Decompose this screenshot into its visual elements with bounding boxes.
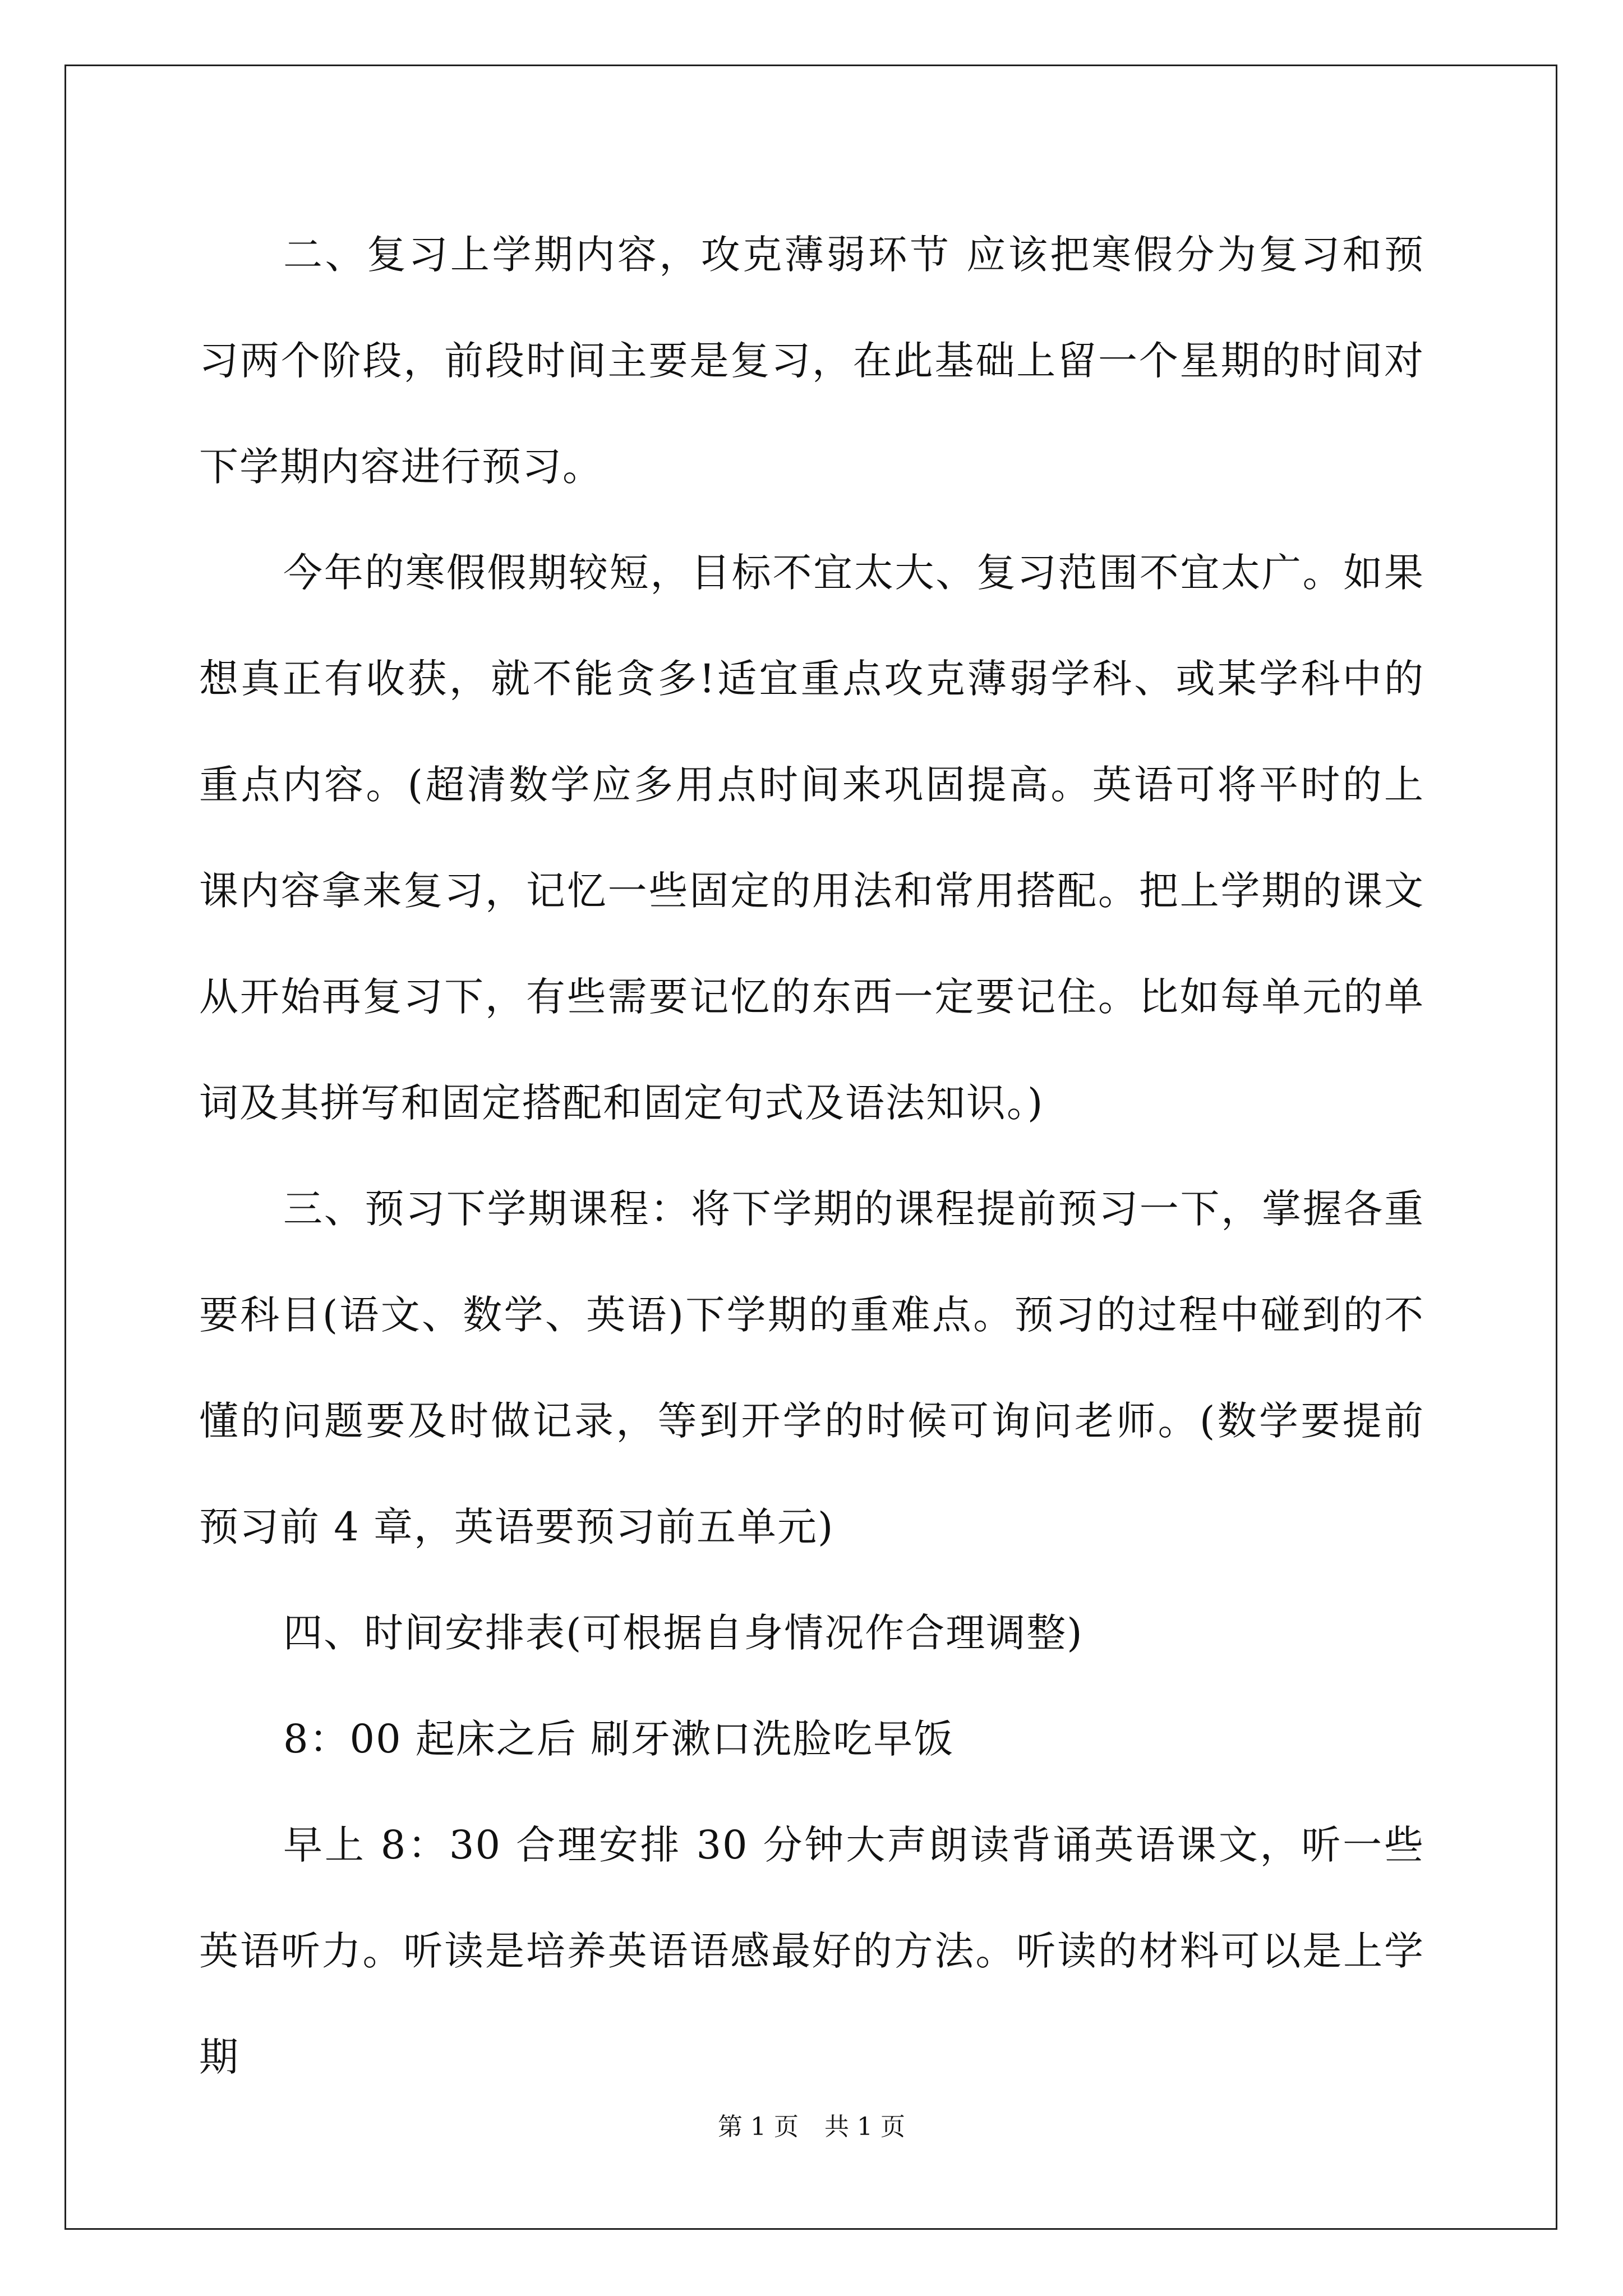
page-number: 第 1 页 (718, 2113, 799, 2141)
paragraph-schedule-0800: 8：00 起床之后 刷牙漱口洗脸吃早饭 (283, 1716, 955, 1762)
paragraph-preview: 三、预习下学期课程：将下学期的课程提前预习一下，掌握各重要科目(语文、数学、英语)下学期的重难点。预习的过程中碰到的不懂的问题要及时做记录，等到开学的时候可询问老师。(数学要提前预习前 4 章，英语要预习前五单元) (199, 1186, 1424, 1550)
paragraph-winter-break: 今年的寒假假期较短，目标不宜太大、复习范围不宜太广。如果想真正有收获，就不能贪多!适宜重点攻克薄弱学科、或某学科中的重点内容。(超清数学应多用点时间来巩固提高。英语可将平时的上课内容拿来复习，记忆一些固定的用法和常用搭配。把上学期的课文从开始再复习下，有些需要记忆的东西一定要记住。比如每单元的单词及其拼写和固定搭配和固定句式及语法知识。) (199, 550, 1424, 1126)
page-footer (0, 2106, 1623, 2142)
paragraph-review: 二、复习上学期内容，攻克薄弱环节 应该把寒假分为复习和预习两个阶段，前段时间主要是复习，在此基础上留一个星期的时间对下学期内容进行预习。 (199, 232, 1424, 490)
page-total: 共 1 页 (824, 2113, 905, 2141)
document-body (199, 202, 1424, 2110)
paragraph-schedule-0830: 早上 8：30 合理安排 30 分钟大声朗读背诵英语课文，听一些英语听力。听读是培养英语语感最好的方法。听读的材料可以是上学期 (199, 1822, 1424, 2080)
paragraph-schedule-heading: 四、时间安排表(可根据自身情况作合理调整) (283, 1610, 1083, 1656)
